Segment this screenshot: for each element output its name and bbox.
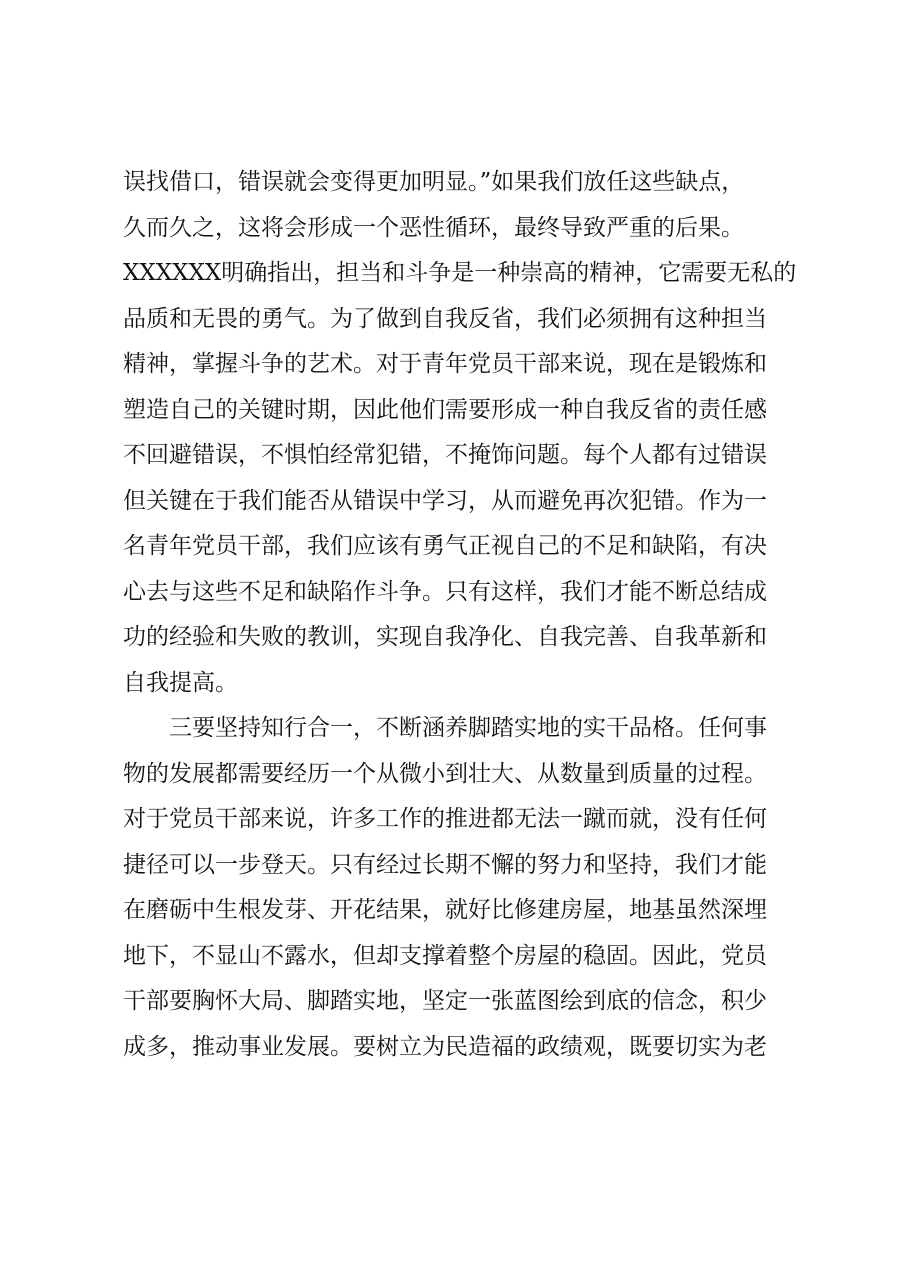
text-line: 品质和无畏的勇气。为了做到自我反省，我们必须拥有这种担当: [123, 305, 767, 332]
text-line: 但关键在于我们能否从错误中学习，从而避免再次犯错。作为一: [123, 487, 767, 514]
text-line: 自我提高。: [123, 669, 238, 696]
text-line: 名青年党员干部，我们应该有勇气正视自己的不足和缺陷，有决: [123, 533, 767, 559]
paragraph-start-line: 三要坚持知行合一，不断涵养脚踏实地的实干品格。任何事: [169, 715, 767, 741]
text-line: 心去与这些不足和缺陷作斗争。只有这样，我们才能不断总结成: [123, 578, 767, 605]
text-line: 塑造自己的关键时期，因此他们需要形成一种自我反省的责任感: [123, 396, 767, 423]
text-line: 不回避错误，不惧怕经常犯错，不掩饰问题。每个人都有过错误: [123, 442, 767, 468]
text-line: 物的发展都需要经历一个从微小到壮大、从数量到质量的过程。: [123, 760, 767, 787]
text-line: 误找借口，错误就会变得更加明显。”如果我们放任这些缺点，: [123, 169, 745, 195]
text-line: XXXXXX明确指出，担当和斗争是一种崇高的精神，它需要无私的: [123, 260, 797, 286]
text-line: 地下，不显山不露水，但却支撑着整个房屋的稳固。因此，党员: [123, 942, 767, 969]
text-line: 干部要胸怀大局、脚踏实地，坚定一张蓝图绘到底的信念，积少: [123, 988, 767, 1014]
body-text: [123, 160, 813, 1070]
text-line: 捷径可以一步登天。只有经过长期不懈的努力和坚持，我们才能: [123, 851, 767, 878]
text-line: 精神，掌握斗争的艺术。对于青年党员干部来说，现在是锻炼和: [123, 351, 767, 377]
text-line: 成多，推动事业发展。要树立为民造福的政绩观，既要切实为老: [123, 1033, 767, 1060]
text-line: 功的经验和失败的教训，实现自我净化、自我完善、自我革新和: [123, 624, 767, 650]
text-line: 久而久之，这将会形成一个恶性循环，最终导致严重的后果。: [123, 214, 744, 241]
text-line: 在磨砺中生根发芽、开花结果，就好比修建房屋，地基虽然深埋: [123, 897, 767, 923]
text-line: 对于党员干部来说，许多工作的推进都无法一蹴而就，没有任何: [123, 806, 767, 832]
